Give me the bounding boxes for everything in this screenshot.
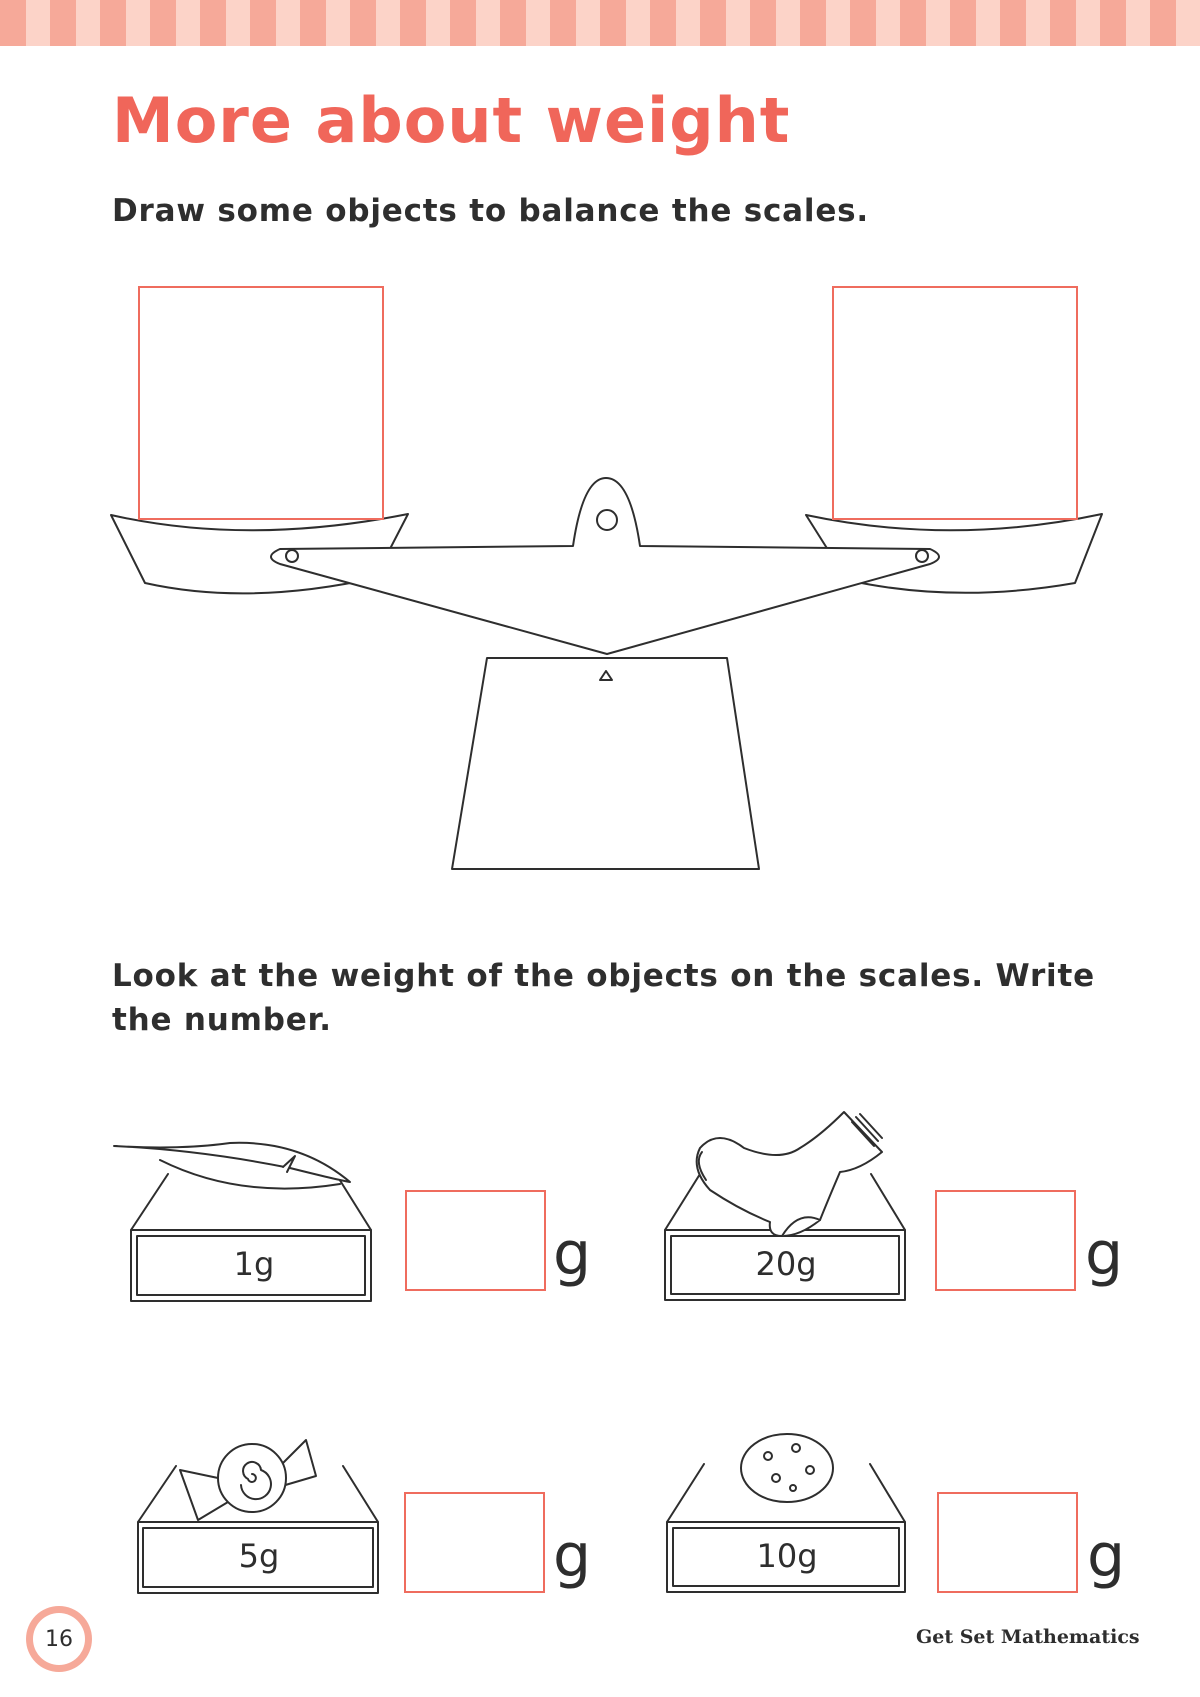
sock-icon (697, 1112, 882, 1236)
answer-box-sweet[interactable] (404, 1492, 545, 1593)
weight-label-sock: 20g (755, 1245, 817, 1283)
unit-label-cookie: g (1087, 1521, 1126, 1591)
page-title: More about weight (112, 84, 791, 157)
answer-box-sock[interactable] (935, 1190, 1076, 1291)
page-number-badge (26, 1606, 92, 1672)
weight-label-feather: 1g (233, 1245, 275, 1283)
answer-box-cookie[interactable] (937, 1492, 1078, 1593)
unit-label-feather: g (553, 1219, 592, 1289)
balance-instruction: Draw some objects to balance the scales. (112, 193, 869, 229)
page-number: 16 (33, 1613, 85, 1665)
weight-label-sweet: 5g (238, 1537, 280, 1575)
cookie-icon (741, 1434, 833, 1502)
unit-label-sock: g (1085, 1219, 1124, 1289)
weight-label-cookie: 10g (756, 1537, 818, 1575)
feather-icon (114, 1143, 350, 1189)
unit-label-sweet: g (553, 1521, 592, 1591)
book-title-footer: Get Set Mathematics (916, 1626, 1140, 1648)
read-weight-instruction: Look at the weight of the objects on the scales. Write the number. (112, 958, 1095, 1038)
answer-box-feather[interactable] (405, 1190, 546, 1291)
sweet-icon (180, 1440, 316, 1520)
